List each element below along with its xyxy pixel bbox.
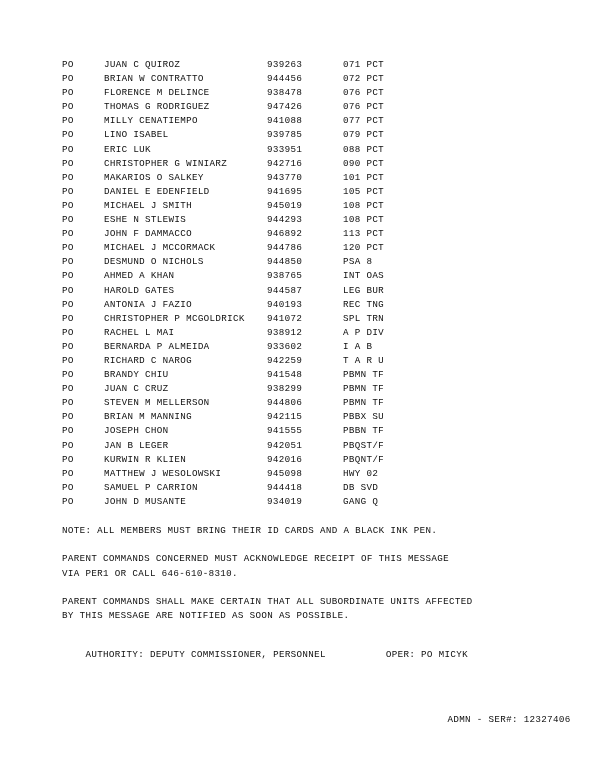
roster-command: 105 PCT [343, 185, 385, 197]
roster-tax-id: 941548 [267, 369, 303, 381]
roster-command: SPL TRN [343, 312, 385, 324]
roster-tax-id: 942716 [267, 157, 303, 169]
roster-rank: PO [62, 214, 74, 226]
table-row [62, 439, 433, 453]
roster-command: PBMN TF [343, 369, 385, 381]
roster-tax-id: 939263 [267, 59, 303, 70]
table-row [62, 354, 433, 368]
roster-tax-id: 944786 [267, 242, 303, 254]
table-row [62, 495, 433, 509]
roster-tax-id: 938765 [267, 270, 303, 282]
roster-tax-id: 947426 [267, 101, 303, 113]
roster-tax-id: 938478 [267, 87, 303, 99]
roster-command: 071 PCT [343, 59, 385, 70]
roster-command: 076 PCT [343, 87, 385, 99]
table-row [62, 269, 433, 283]
roster-tax-id: 946892 [267, 228, 303, 240]
roster-rank: PO [62, 467, 74, 479]
roster-tax-id: 944806 [267, 397, 303, 409]
table-row [62, 312, 433, 326]
authority-line [62, 638, 468, 671]
roster-tax-id: 939785 [267, 129, 303, 141]
roster-rank: PO [62, 185, 74, 197]
roster-name: BRIAN W CONTRATTO [104, 73, 204, 85]
roster-rank: PO [62, 298, 74, 310]
roster-name: AHMED A KHAN [104, 270, 175, 282]
roster-command: GANG Q [343, 495, 379, 507]
roster-name: MILLY CENATIEMPO [104, 115, 198, 127]
roster-command: T A R U [343, 354, 385, 366]
notes-section [62, 524, 472, 638]
table-row [62, 255, 433, 269]
roster-command: 077 PCT [343, 115, 385, 127]
note-line: VIA PER1 OR CALL 646-610-8310. [62, 567, 238, 579]
roster-command: 120 PCT [343, 242, 385, 254]
roster-rank: PO [62, 369, 74, 381]
roster-name: JAN B LEGER [104, 439, 169, 451]
roster-rank: PO [62, 425, 74, 437]
table-row [62, 368, 433, 382]
table-row [62, 298, 433, 312]
roster-rank: PO [62, 101, 74, 113]
roster-tax-id: 942115 [267, 411, 303, 423]
note-line: PARENT COMMANDS SHALL MAKE CERTAIN THAT ALL SUBORDINATE UNITS AFFECTED [62, 595, 473, 607]
note-block [62, 595, 472, 623]
roster-command: A P DIV [343, 326, 385, 338]
roster-command: PBMN TF [343, 383, 385, 395]
roster-command: 108 PCT [343, 199, 385, 211]
roster-name: BRANDY CHIU [104, 369, 169, 381]
roster-command: PBBX SU [343, 411, 385, 423]
roster-tax-id: 938912 [267, 326, 303, 338]
roster-rank: PO [62, 87, 74, 99]
roster-name: MATTHEW J WESOLOWSKI [104, 467, 222, 479]
roster-name: FLORENCE M DELINCE [104, 87, 210, 99]
table-row [62, 424, 433, 438]
roster-rank: PO [62, 481, 74, 493]
roster-name: ESHE N STLEWIS [104, 214, 187, 226]
roster-name: STEVEN M MELLERSON [104, 397, 210, 409]
roster-name: RACHEL L MAI [104, 326, 175, 338]
table-row [62, 396, 433, 410]
table-row [62, 340, 433, 354]
roster-command: DB SVD [343, 481, 379, 493]
roster-rank: PO [62, 383, 74, 395]
table-row [62, 114, 433, 128]
table-row [62, 143, 433, 157]
roster-rank: PO [62, 143, 74, 155]
roster-name: JOHN D MUSANTE [104, 495, 187, 507]
roster-command: PBMN TF [343, 397, 385, 409]
authority-text: AUTHORITY: DEPUTY COMMISSIONER, PERSONNEL [85, 649, 326, 660]
serial-number: ADMN - SER#: 12327406 [447, 714, 571, 725]
roster-tax-id: 944850 [267, 256, 303, 268]
roster-command: 090 PCT [343, 157, 385, 169]
roster-rank: PO [62, 171, 74, 183]
roster-name: JUAN C QUIROZ [104, 59, 181, 70]
roster-rank: PO [62, 73, 74, 85]
roster-command: 088 PCT [343, 143, 385, 155]
roster-rank: PO [62, 340, 74, 352]
roster-command: PBQNT/F [343, 453, 385, 465]
table-row [62, 100, 433, 114]
roster-name: DANIEL E EDENFIELD [104, 185, 210, 197]
roster-rank: PO [62, 453, 74, 465]
operator-text: OPER: PO MICYK [385, 649, 468, 660]
roster-name: LINO ISABEL [104, 129, 169, 141]
table-row [62, 157, 433, 171]
roster-tax-id: 938299 [267, 383, 303, 395]
roster-name: DESMUND O NICHOLS [104, 256, 204, 268]
roster-tax-id: 933951 [267, 143, 303, 155]
roster-command: LEG BUR [343, 284, 385, 296]
roster-name: ERIC LUK [104, 143, 151, 155]
roster-rank: PO [62, 326, 74, 338]
roster-name: MICHAEL J MCCORMACK [104, 242, 216, 254]
roster-rank: PO [62, 495, 74, 507]
roster-command: 101 PCT [343, 171, 385, 183]
roster-rank: PO [62, 312, 74, 324]
footer-serial [424, 703, 571, 736]
table-row [62, 128, 433, 142]
roster-rank: PO [62, 411, 74, 423]
table-row [62, 171, 433, 185]
roster-name: JOSEPH CHON [104, 425, 169, 437]
table-row [62, 185, 433, 199]
roster-command: HWY 02 [343, 467, 379, 479]
roster-tax-id: 941695 [267, 185, 303, 197]
table-row [62, 382, 433, 396]
roster-command: 076 PCT [343, 101, 385, 113]
table-row [62, 199, 433, 213]
roster-rank: PO [62, 228, 74, 240]
table-row [62, 58, 433, 72]
roster-rank: PO [62, 59, 74, 70]
roster-tax-id: 941555 [267, 425, 303, 437]
table-row [62, 227, 433, 241]
roster-tax-id: 944456 [267, 73, 303, 85]
note-block [62, 552, 472, 580]
roster-rank: PO [62, 270, 74, 282]
roster-command: 079 PCT [343, 129, 385, 141]
note-line: PARENT COMMANDS CONCERNED MUST ACKNOWLEDGE RECEIPT OF THIS MESSAGE [62, 553, 449, 565]
roster-rank: PO [62, 129, 74, 141]
roster-command: 072 PCT [343, 73, 385, 85]
table-row [62, 86, 433, 100]
table-row [62, 72, 433, 86]
note-line: BY THIS MESSAGE ARE NOTIFIED AS SOON AS POSSIBLE. [62, 610, 350, 622]
roster-rank: PO [62, 397, 74, 409]
roster-tax-id: 945019 [267, 199, 303, 211]
roster-tax-id: 934019 [267, 495, 303, 507]
roster-name: MAKARIOS O SALKEY [104, 171, 204, 183]
roster-name: SAMUEL P CARRION [104, 481, 198, 493]
roster-command: 113 PCT [343, 228, 385, 240]
roster-rank: PO [62, 115, 74, 127]
table-row [62, 284, 433, 298]
roster-name: BERNARDA P ALMEIDA [104, 340, 210, 352]
roster-command: PBQST/F [343, 439, 385, 451]
roster-name: CHRISTOPHER G WINIARZ [104, 157, 228, 169]
roster-rank: PO [62, 256, 74, 268]
roster-tax-id: 942016 [267, 453, 303, 465]
table-row [62, 213, 433, 227]
roster-name: JUAN C CRUZ [104, 383, 169, 395]
roster-command: I A B [343, 340, 373, 352]
roster-name: JOHN F DAMMACCO [104, 228, 192, 240]
roster-tax-id: 942259 [267, 354, 303, 366]
roster-tax-id: 945098 [267, 467, 303, 479]
roster-name: RICHARD C NAROG [104, 354, 192, 366]
roster-rank: PO [62, 242, 74, 254]
table-row [62, 467, 433, 481]
roster-rank: PO [62, 157, 74, 169]
roster-table [62, 58, 433, 509]
roster-name: CHRISTOPHER P MCGOLDRICK [104, 312, 245, 324]
roster-command: PSA 8 [343, 256, 373, 268]
roster-rank: PO [62, 199, 74, 211]
roster-name: MICHAEL J SMITH [104, 199, 192, 211]
roster-tax-id: 941072 [267, 312, 303, 324]
roster-command: 108 PCT [343, 214, 385, 226]
roster-name: HAROLD GATES [104, 284, 175, 296]
table-row [62, 453, 433, 467]
roster-tax-id: 942051 [267, 439, 303, 451]
roster-tax-id: 933602 [267, 340, 303, 352]
roster-rank: PO [62, 354, 74, 366]
note-block [62, 524, 472, 538]
table-row [62, 241, 433, 255]
roster-tax-id: 944293 [267, 214, 303, 226]
roster-command: PBBN TF [343, 425, 385, 437]
roster-tax-id: 943770 [267, 171, 303, 183]
roster-command: REC TNG [343, 298, 385, 310]
roster-tax-id: 944587 [267, 284, 303, 296]
note-line: NOTE: ALL MEMBERS MUST BRING THEIR ID CARDS AND A BLACK INK PEN. [62, 525, 438, 536]
roster-name: THOMAS G RODRIGUEZ [104, 101, 210, 113]
table-row [62, 481, 433, 495]
roster-name: KURWIN R KLIEN [104, 453, 187, 465]
roster-name: BRIAN M MANNING [104, 411, 192, 423]
table-row [62, 326, 433, 340]
roster-command: INT OAS [343, 270, 385, 282]
roster-name: ANTONIA J FAZIO [104, 298, 192, 310]
roster-rank: PO [62, 284, 74, 296]
roster-rank: PO [62, 439, 74, 451]
roster-tax-id: 940193 [267, 298, 303, 310]
roster-tax-id: 941088 [267, 115, 303, 127]
table-row [62, 410, 433, 424]
roster-tax-id: 944418 [267, 481, 303, 493]
